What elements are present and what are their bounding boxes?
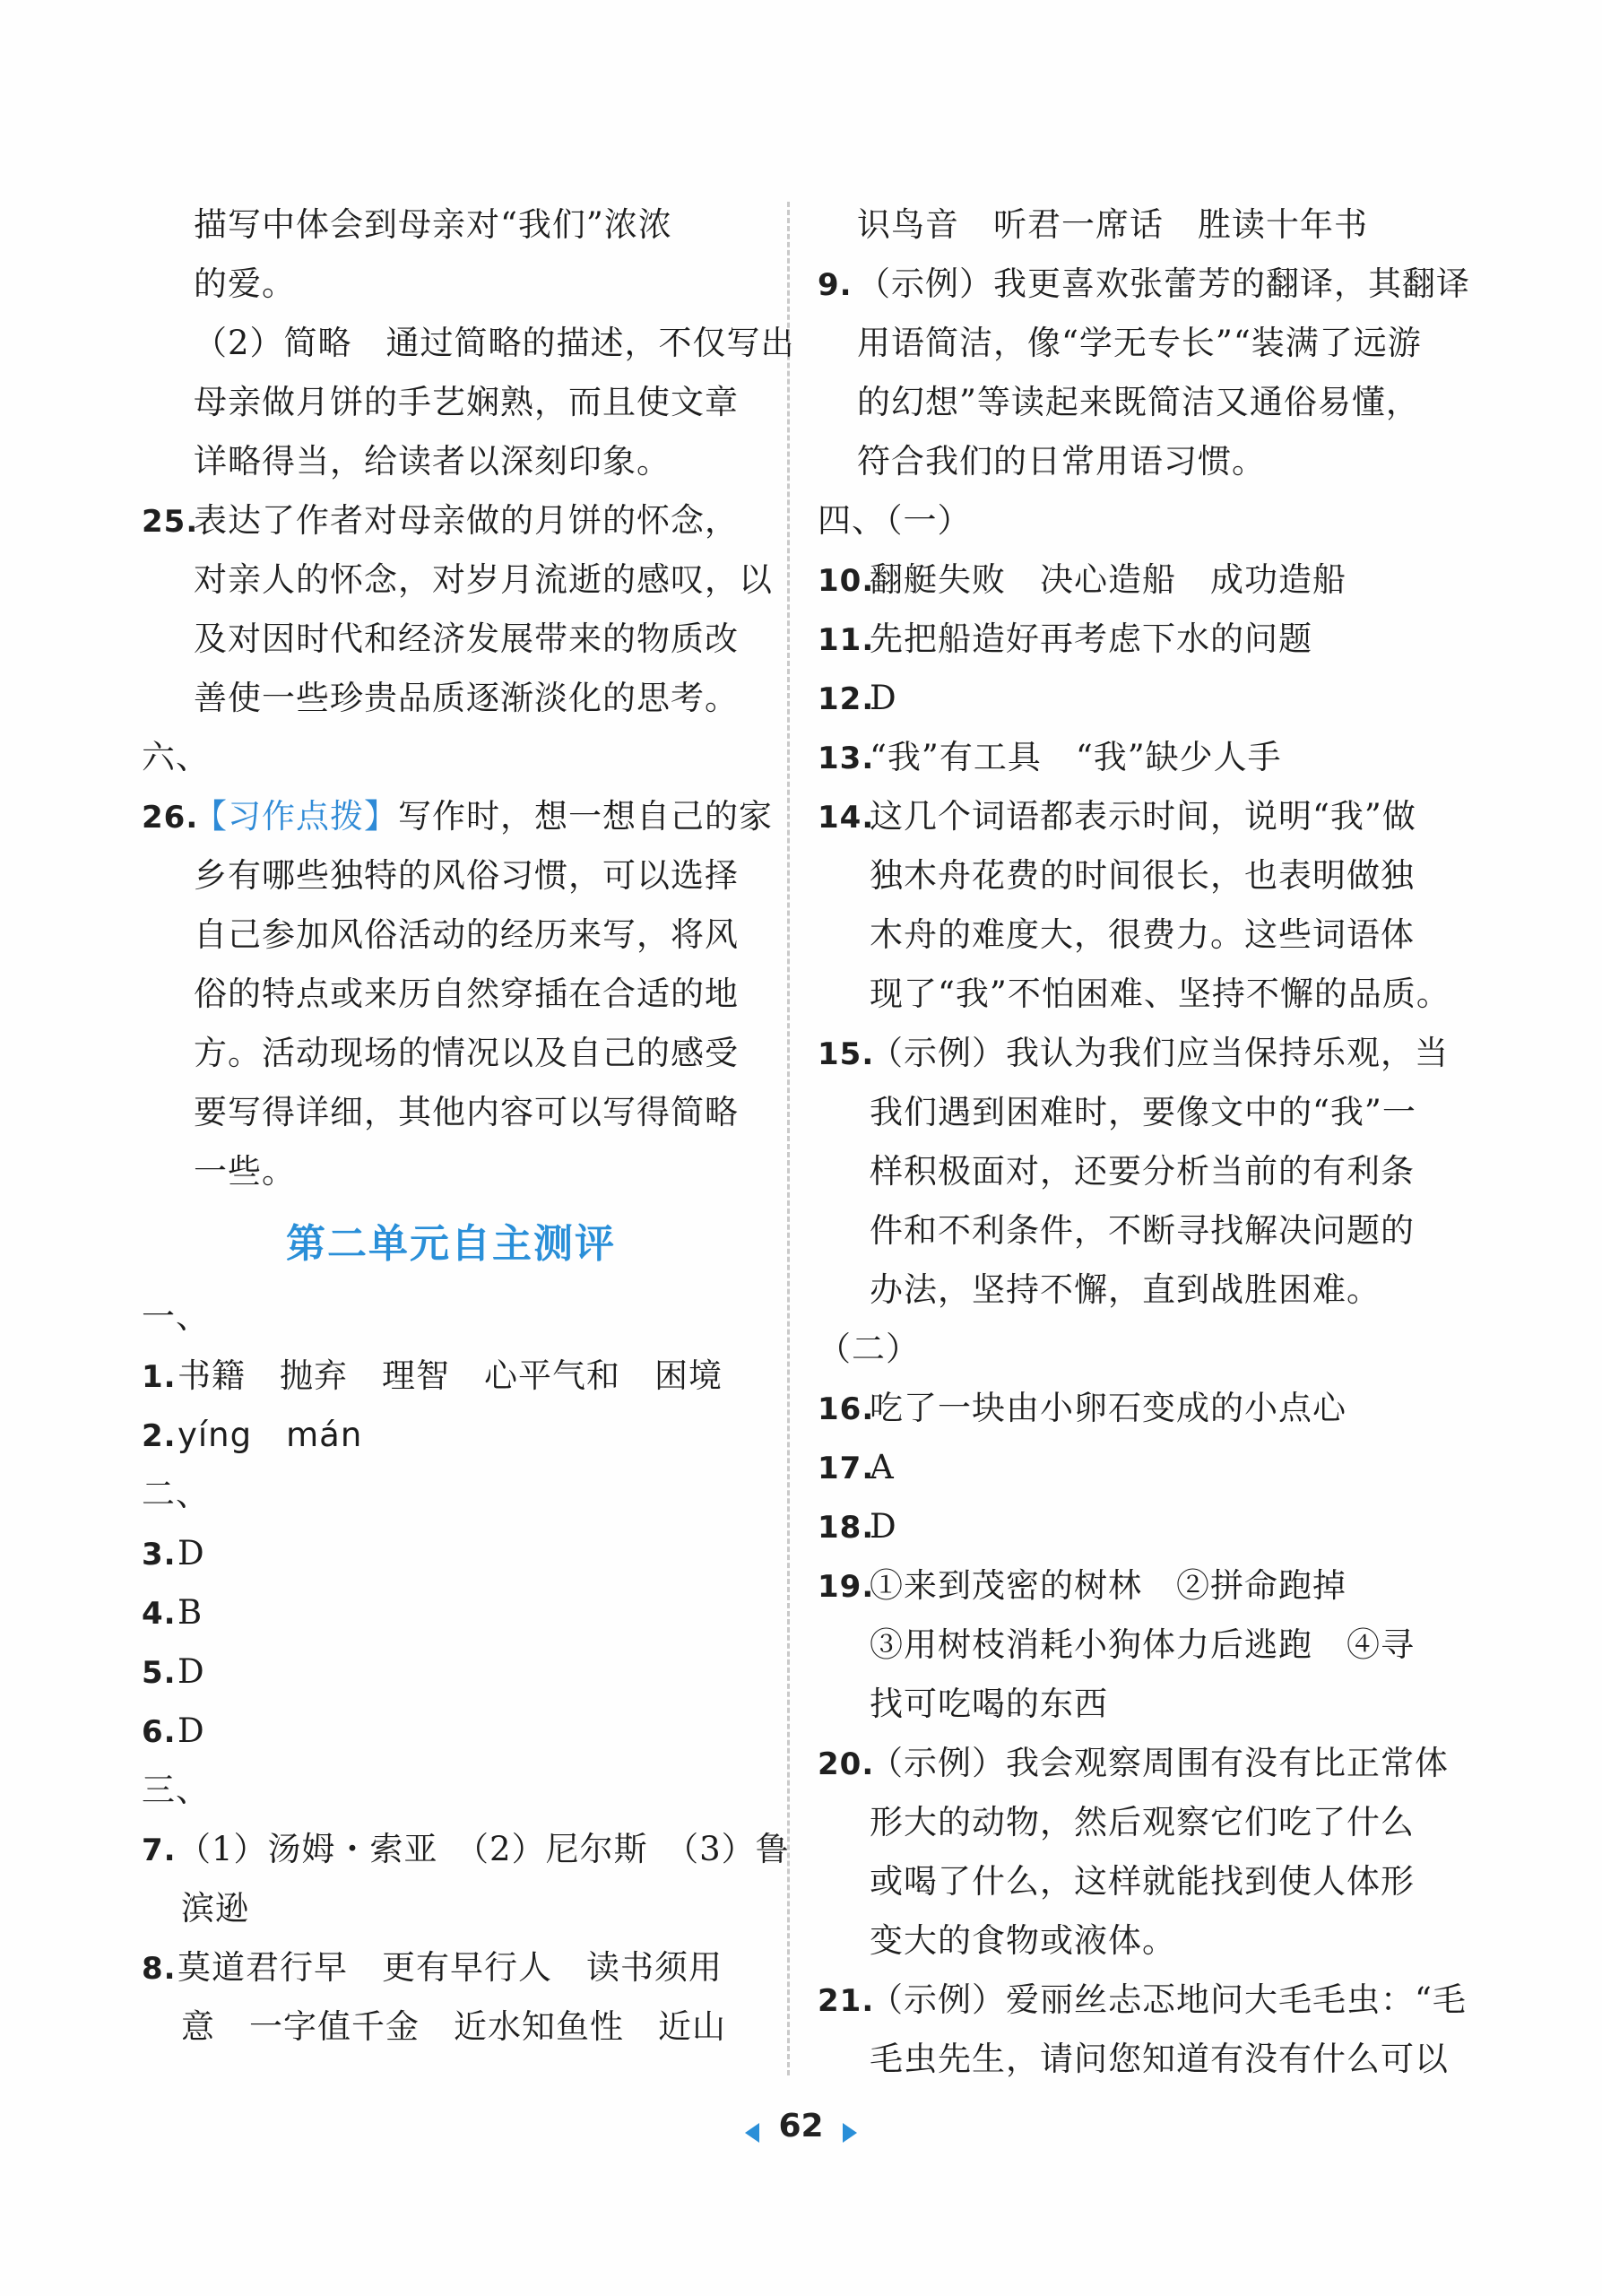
item-text: （1）汤姆・索亚 （2）尼尔斯 （3）鲁	[178, 1830, 790, 1868]
item-text: 书籍 抛弃 理智 心平气和 困境	[178, 1356, 723, 1395]
section-heading: 六、	[142, 738, 210, 776]
unit-title: 第二单元自主测评	[286, 1221, 616, 1267]
text-line: 滨逊	[181, 1889, 249, 1928]
text-line: 找可吃喝的东西	[870, 1685, 1108, 1723]
text-line: 现了“我”不怕困难、坚持不懈的品质。	[870, 975, 1450, 1013]
item-number: 4.	[142, 1596, 177, 1632]
answer-item-17	[818, 1438, 1436, 1497]
item-text: 翻艇失败 决心造船 成功造船	[870, 560, 1347, 599]
answer-item-11	[818, 610, 1436, 669]
answer-item-6	[142, 1702, 760, 1761]
item-text: ①来到茂密的树林 ②拼命跑掉	[870, 1566, 1347, 1605]
text-line: 自己参加风俗活动的经历来写，将风	[194, 915, 739, 954]
item-number: 16.	[818, 1391, 875, 1427]
item-number: 17.	[818, 1451, 875, 1486]
answer-item-19	[818, 1556, 1436, 1616]
column-divider	[787, 202, 790, 2075]
item-number: 19.	[818, 1569, 875, 1605]
section-heading: 二、	[142, 1475, 210, 1513]
text-line: 识鸟音 听君一席话 胜读十年书	[857, 205, 1368, 244]
item-number: 2.	[142, 1418, 177, 1454]
page-footer	[0, 2100, 1602, 2153]
text-line: 毛虫先生，请问您知道有没有什么可以	[870, 2040, 1449, 2078]
item-number: 21.	[818, 1983, 875, 2019]
text-line: 要写得详细，其他内容可以写得简略	[194, 1093, 739, 1131]
item-text: 吃了一块由小卵石变成的小点心	[870, 1389, 1347, 1427]
text-line: 意 一字值千金 近水知鱼性 近山	[181, 2007, 726, 2046]
item-text: D	[178, 1534, 205, 1573]
text-line: 善使一些珍贵品质逐渐淡化的思考。	[194, 679, 739, 717]
answer-item-1	[142, 1347, 760, 1406]
item-text: （示例）我认为我们应当保持乐观，当	[870, 1034, 1449, 1072]
item-text: D	[870, 679, 897, 717]
item-text: 先把船造好再考虑下水的问题	[870, 619, 1312, 658]
item-number: 14.	[818, 800, 875, 836]
item-number: 13.	[818, 741, 875, 776]
item-text: 这几个词语都表示时间，说明“我”做	[870, 797, 1416, 836]
text-line: 母亲做月饼的手艺娴熟，而且使文章	[194, 383, 739, 421]
item-text: A	[870, 1448, 895, 1486]
item-text: （示例）爱丽丝忐忑地问大毛毛虫：“毛	[870, 1980, 1467, 2019]
text-line: 详略得当，给读者以深刻印象。	[194, 442, 671, 481]
text-line: 俗的特点或来历自然穿插在合适的地	[194, 975, 739, 1013]
text-line: 及对因时代和经济发展带来的物质改	[194, 619, 739, 658]
item-number: 9.	[818, 267, 853, 303]
writing-tip-tag: 【习作点拨】	[194, 797, 398, 836]
text-line: 变大的食物或液体。	[870, 1921, 1176, 1960]
previous-page-icon	[745, 2123, 759, 2143]
answer-item-13	[818, 728, 1436, 787]
answer-item-20	[818, 1734, 1449, 1793]
item-number: 8.	[142, 1951, 177, 1987]
item-number: 3.	[142, 1537, 177, 1573]
section-heading: 三、	[142, 1771, 210, 1809]
text-line: 乡有哪些独特的风俗习惯，可以选择	[194, 856, 739, 895]
text-line: 符合我们的日常用语习惯。	[857, 442, 1266, 481]
item-number: 7.	[142, 1832, 177, 1868]
page-number: 62	[778, 2108, 824, 2144]
text-line: 描写中体会到母亲对“我们”浓浓	[194, 205, 672, 244]
answer-item-18	[818, 1497, 1436, 1556]
answer-item-26	[142, 787, 773, 846]
answer-item-8	[142, 1938, 760, 1997]
item-number: 1.	[142, 1359, 177, 1395]
item-text: 表达了作者对母亲做的月饼的怀念，	[194, 501, 739, 540]
item-number: 6.	[142, 1714, 177, 1750]
answer-item-9	[818, 255, 1470, 314]
item-text: 莫道君行早 更有早行人 读书须用	[178, 1948, 723, 1987]
section-heading: 四、（一）	[818, 501, 972, 540]
text-line: 方。活动现场的情况以及自己的感受	[194, 1034, 739, 1072]
section-heading: （二）	[818, 1330, 920, 1368]
text-line: 一些。	[194, 1152, 296, 1191]
text-line: 的爱。	[194, 264, 296, 303]
next-page-icon	[843, 2123, 857, 2143]
answer-item-25	[142, 491, 760, 550]
text-line: 木舟的难度大，很费力。这些词语体	[870, 915, 1415, 954]
item-number: 26.	[142, 800, 199, 836]
answer-item-5	[142, 1642, 760, 1702]
text-line: 办法，坚持不懈，直到战胜困难。	[870, 1270, 1381, 1309]
item-number: 11.	[818, 622, 875, 658]
item-number: 5.	[142, 1655, 177, 1691]
section-heading: 一、	[142, 1297, 210, 1336]
text-line: 件和不利条件，不断寻找解决问题的	[870, 1211, 1415, 1250]
answer-item-3	[142, 1524, 760, 1583]
answer-item-10	[818, 550, 1436, 610]
answer-item-2	[142, 1406, 760, 1465]
answer-item-14	[818, 787, 1436, 846]
answer-item-15	[818, 1024, 1449, 1083]
text-line: 的幻想”等读起来既简洁又通俗易懂，	[857, 383, 1420, 421]
text-line: 样积极面对，还要分析当前的有利条	[870, 1152, 1415, 1191]
item-text: （示例）我会观察周围有没有比正常体	[870, 1744, 1449, 1782]
answer-item-16	[818, 1379, 1436, 1438]
item-number: 18.	[818, 1510, 875, 1546]
text-line: 或喝了什么，这样就能找到使人体形	[870, 1862, 1415, 1901]
item-number: 10.	[818, 563, 875, 599]
item-number: 12.	[818, 681, 875, 717]
text-line: 独木舟花费的时间很长，也表明做独	[870, 856, 1415, 895]
text-line: 我们遇到困难时，要像文中的“我”一	[870, 1093, 1416, 1131]
text-line: 对亲人的怀念，对岁月流逝的感叹，以	[194, 560, 773, 599]
answer-item-21	[818, 1971, 1467, 2030]
item-text: D	[870, 1507, 897, 1546]
item-number: 25.	[142, 504, 199, 540]
text-line: 用语简洁，像“学无专长”“装满了远游	[857, 324, 1422, 362]
item-text: B	[178, 1593, 203, 1632]
item-number: 15.	[818, 1036, 875, 1072]
item-text: yíng mán	[178, 1416, 363, 1454]
text-line: 形大的动物，然后观察它们吃了什么	[870, 1803, 1415, 1841]
right-column	[818, 195, 1470, 2089]
item-text: D	[178, 1652, 205, 1691]
item-text: 写作时，想一想自己的家	[398, 797, 773, 836]
answer-item-4	[142, 1583, 760, 1642]
item-text: （示例）我更喜欢张蕾芳的翻译，其翻译	[857, 264, 1470, 303]
item-text: “我”有工具 “我”缺少人手	[870, 738, 1282, 776]
item-text: D	[178, 1711, 205, 1750]
item-number: 20.	[818, 1746, 875, 1782]
left-column	[142, 195, 795, 2057]
answer-item-7	[142, 1820, 790, 1879]
text-line: （2）简略 通过简略的描述，不仅写出	[194, 324, 795, 362]
answer-item-12	[818, 669, 1436, 728]
text-line: ③用树枝消耗小狗体力后逃跑 ④寻	[870, 1625, 1415, 1664]
